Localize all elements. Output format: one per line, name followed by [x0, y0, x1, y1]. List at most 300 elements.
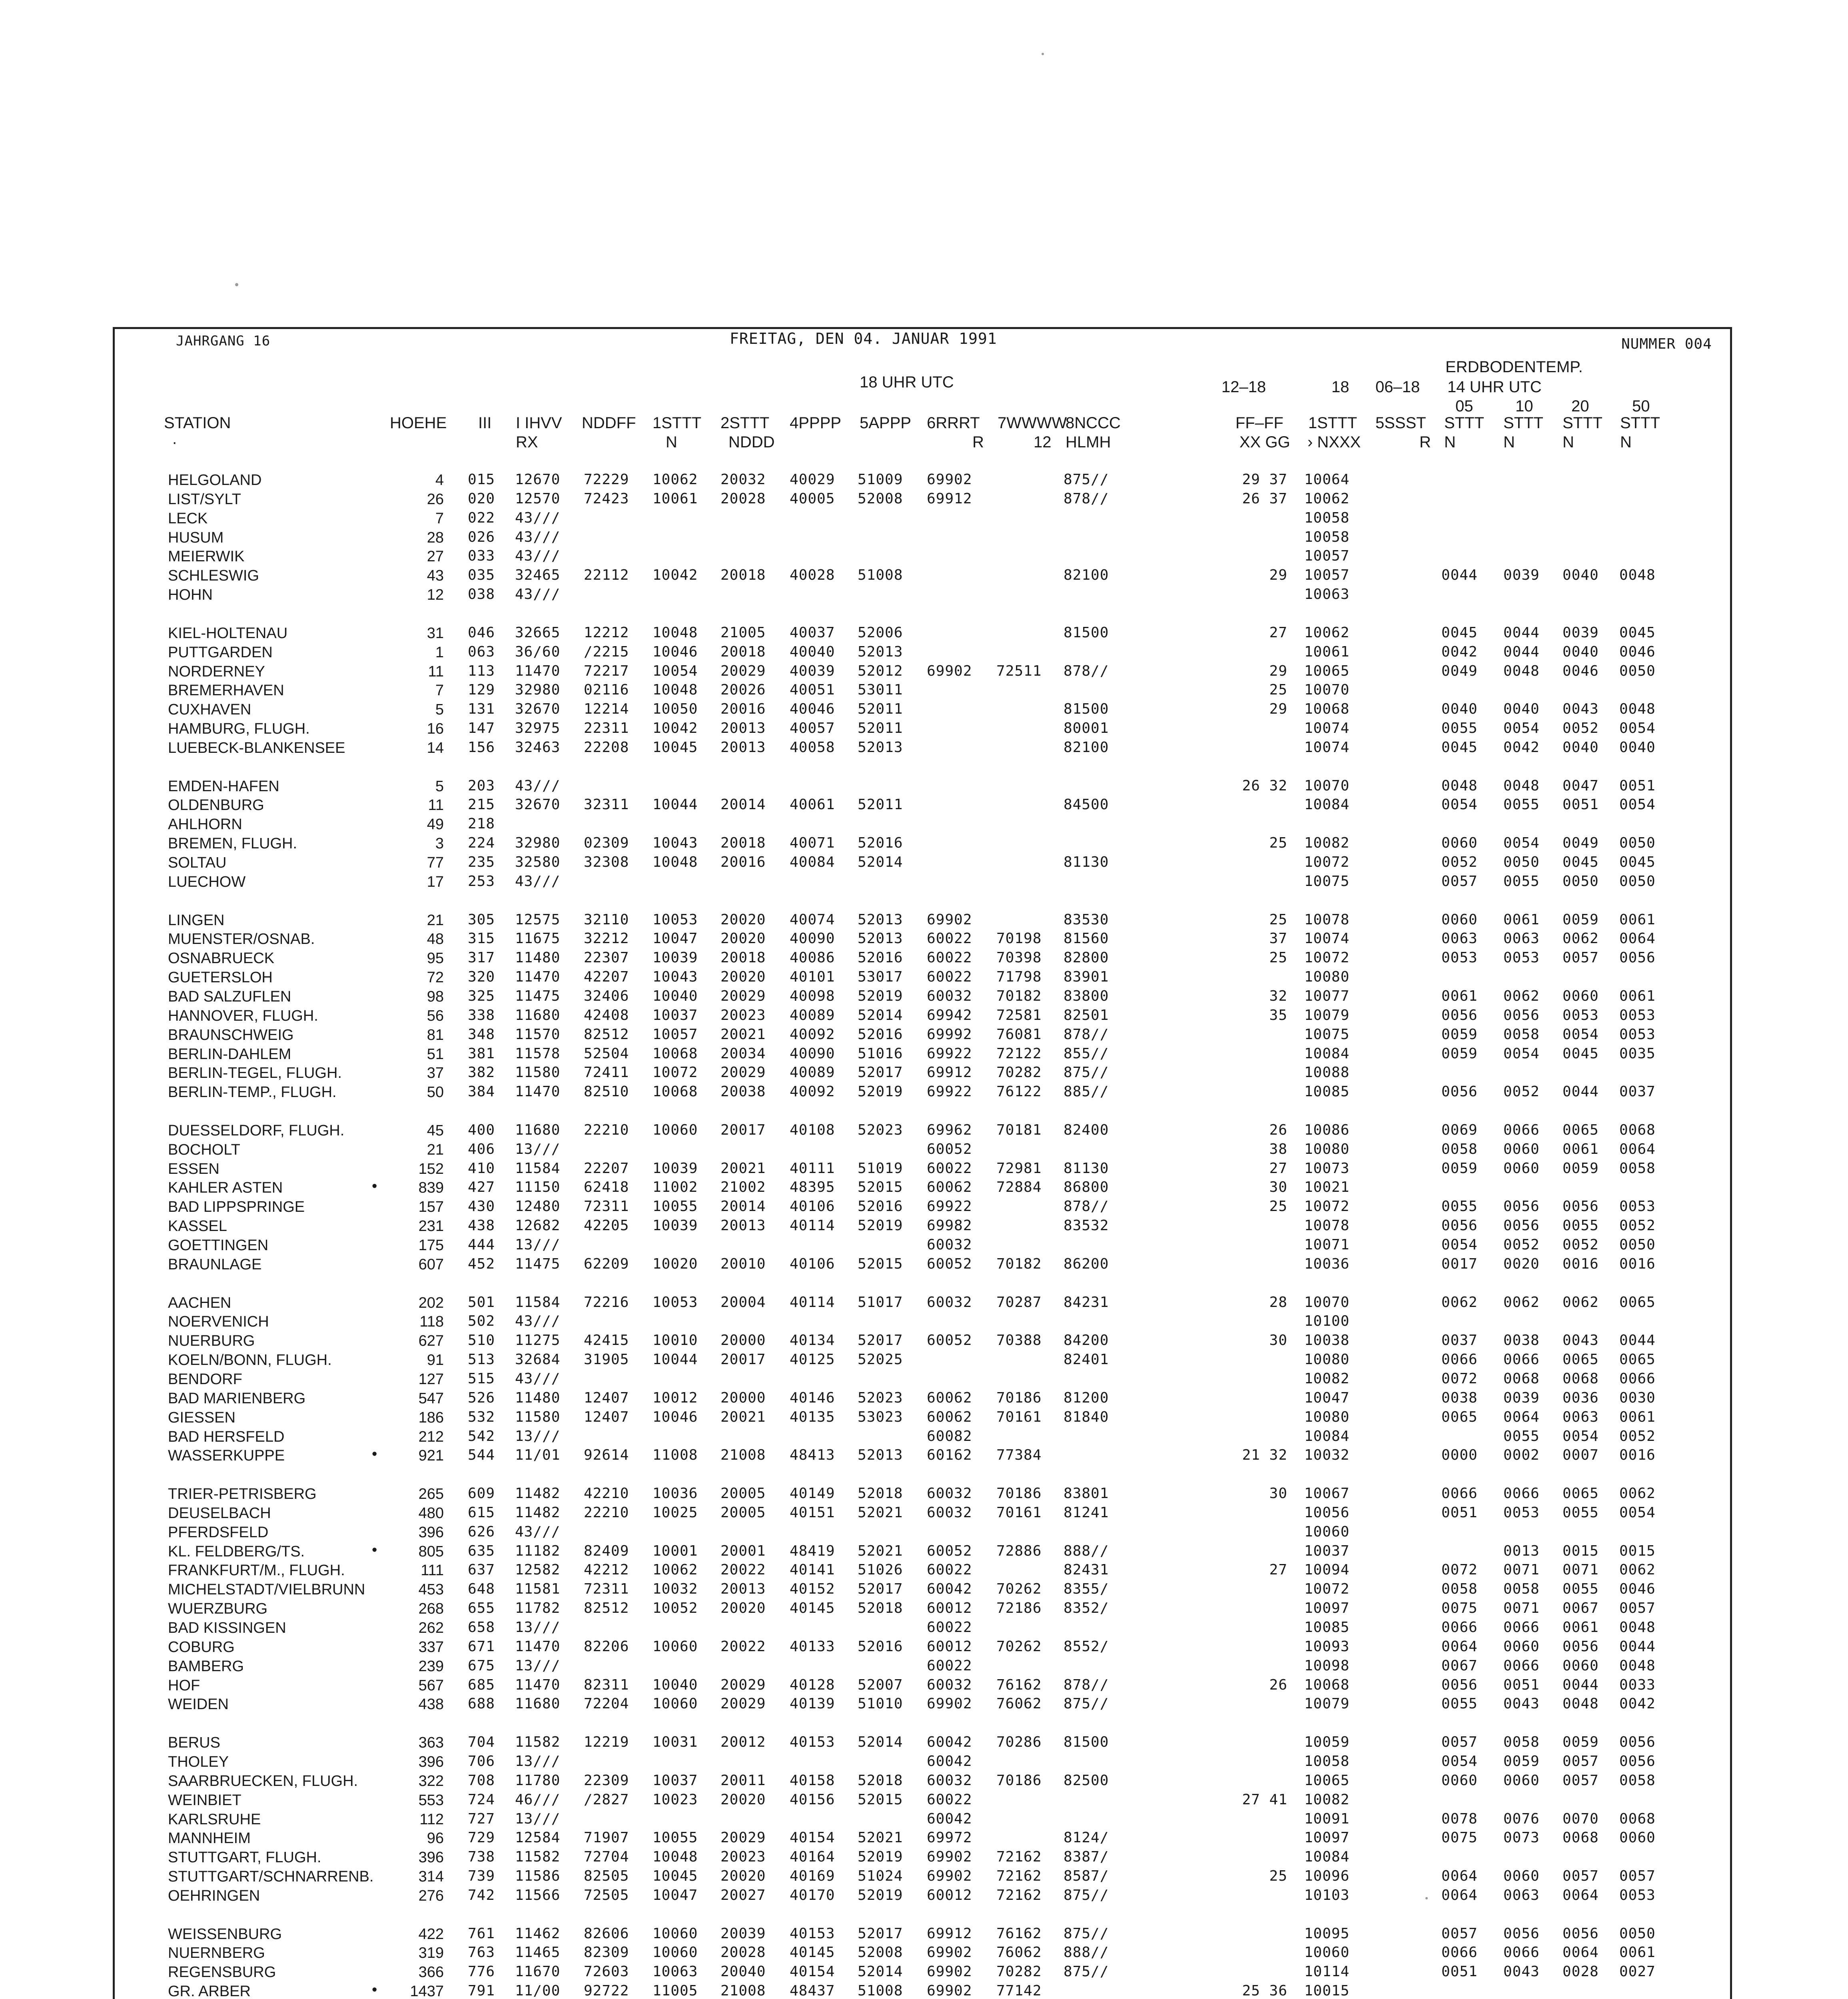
cell-c1sttt-b: 10061	[1304, 644, 1350, 660]
cell-c1sttt-b: 10085	[1304, 1083, 1350, 1100]
cell-st20: 0062	[1563, 1294, 1599, 1311]
cell-station-name: AHLHORN	[168, 816, 242, 833]
cell-iihvv: 11182	[515, 1543, 561, 1559]
cell-c1sttt: 10048	[653, 682, 698, 698]
cell-c8nccc: 81840	[1064, 1409, 1109, 1425]
cell-st05: 0060	[1441, 912, 1478, 928]
cell-hoehe: 81	[427, 1027, 444, 1043]
cell-c5appp: 52021	[858, 1829, 903, 1846]
cell-c1sttt-b: 10077	[1304, 988, 1350, 1004]
cell-c5appp: 52012	[858, 663, 903, 679]
cell-c6rrrt: 60012	[927, 1638, 972, 1655]
cell-c6rrrt: 69922	[927, 1083, 972, 1100]
cell-st50: 0048	[1619, 701, 1656, 717]
cell-c4pppp: 40145	[790, 1600, 835, 1616]
cell-c7wwww: 76062	[996, 1696, 1042, 1712]
cell-station-name: CUXHAVEN	[168, 701, 251, 718]
cell-iihvv: 36/60	[515, 644, 561, 660]
cell-c5appp: 52011	[858, 701, 903, 717]
cell-c2sttt: 20032	[720, 471, 766, 488]
cell-iii: 637	[468, 1562, 495, 1578]
cell-c2sttt: 20029	[720, 1696, 766, 1712]
cell-st05: 0057	[1441, 873, 1478, 890]
cell-c7wwww: 70181	[996, 1122, 1042, 1138]
cell-nddff: 32110	[584, 912, 629, 928]
cell-hoehe: 16	[427, 720, 444, 737]
cell-c4pppp: 40092	[790, 1083, 835, 1100]
cell-st05: 0056	[1441, 1677, 1478, 1693]
col-stt-10: STTT	[1503, 414, 1543, 432]
col-station-dot: ·	[172, 433, 178, 451]
cell-c6rrrt: 69942	[927, 1007, 972, 1023]
cell-c4pppp: 48413	[790, 1447, 835, 1463]
col-stt-20-n: N	[1563, 433, 1574, 451]
cell-ff: 27	[1269, 1562, 1287, 1578]
cell-hoehe: 547	[418, 1390, 444, 1407]
cell-hoehe: 175	[418, 1237, 444, 1254]
cell-st10: 0060	[1503, 1638, 1540, 1655]
cell-iihvv: 12682	[515, 1217, 561, 1234]
cell-c4pppp: 48419	[790, 1543, 835, 1559]
cell-st05: 0045	[1441, 739, 1478, 756]
cell-c6rrrt: 60052	[927, 1332, 972, 1349]
cell-c1sttt: 10043	[653, 835, 698, 851]
cell-c7wwww: 70398	[996, 950, 1042, 966]
cell-st05: 0059	[1441, 1026, 1478, 1043]
cell-st50: 0016	[1619, 1447, 1656, 1463]
cell-st50: 0016	[1619, 1256, 1656, 1272]
cell-st50: 0050	[1619, 1925, 1656, 1942]
cell-nddff: 31905	[584, 1351, 629, 1368]
col-stt-50-n: N	[1620, 433, 1632, 451]
cell-station-name: MEIERWIK	[168, 548, 245, 565]
cell-c2sttt: 20028	[720, 1944, 766, 1961]
soil-temp-title: ERDBODENTEMP.	[1445, 358, 1583, 376]
cell-nddff: 22208	[584, 739, 629, 756]
cell-nddff: 92614	[584, 1447, 629, 1463]
cell-iihvv: 11465	[515, 1944, 561, 1961]
cell-iihvv: 32980	[515, 835, 561, 851]
cell-nddff: 42207	[584, 969, 629, 985]
cell-hoehe: 111	[421, 1562, 444, 1579]
cell-hoehe: 27	[427, 548, 444, 565]
cell-c5appp: 51024	[858, 1868, 903, 1884]
cell-iii: 218	[468, 816, 495, 832]
cell-st10: 0060	[1503, 1160, 1540, 1177]
cell-c1sttt-b: 10084	[1304, 1849, 1350, 1865]
cell-station-name: ESSEN	[168, 1161, 220, 1177]
cell-c4pppp: 40139	[790, 1696, 835, 1712]
cell-iihvv: 32975	[515, 720, 561, 736]
cell-c6rrrt: 60062	[927, 1409, 972, 1425]
cell-st20: 0054	[1563, 1026, 1599, 1043]
cell-st20: 0067	[1563, 1600, 1599, 1616]
cell-st20: 0050	[1563, 873, 1599, 890]
cell-c4pppp: 40114	[790, 1217, 835, 1234]
cell-hoehe: 3	[435, 835, 444, 852]
cell-hoehe: 396	[418, 1849, 444, 1866]
cell-iii: 761	[468, 1925, 495, 1942]
cell-c2sttt: 20022	[720, 1638, 766, 1655]
cell-hoehe: 50	[427, 1084, 444, 1101]
col-5appp: 5APPP	[860, 414, 911, 432]
cell-hoehe: 127	[418, 1371, 444, 1388]
cell-nddff: 72229	[584, 471, 629, 488]
cell-nddff: 32311	[584, 796, 629, 813]
cell-st50: 0030	[1619, 1390, 1656, 1406]
cell-station-name: WEINBIET	[168, 1792, 241, 1809]
cell-c1sttt-b: 10070	[1304, 1294, 1350, 1311]
cell-c2sttt: 20000	[720, 1390, 766, 1406]
cell-c5appp: 52017	[858, 1581, 903, 1597]
cell-c1sttt-b: 10036	[1304, 1256, 1350, 1272]
cell-c4pppp: 40092	[790, 1026, 835, 1043]
mountain-station-marker: •	[372, 1178, 377, 1195]
cell-c7wwww: 72981	[996, 1160, 1042, 1177]
cell-c5appp: 52019	[858, 1217, 903, 1234]
cell-st20: 0059	[1563, 912, 1599, 928]
col-nddff: NDDFF	[582, 414, 636, 432]
cell-st50: 0052	[1619, 1428, 1656, 1444]
cell-c1sttt-b: 10059	[1304, 1734, 1350, 1750]
cell-c6rrrt: 69982	[927, 1217, 972, 1234]
cell-c1sttt: 11002	[653, 1179, 698, 1195]
cell-st05: 0054	[1441, 1237, 1478, 1253]
cell-c6rrrt: 69902	[927, 663, 972, 679]
cell-st10: 0066	[1503, 1485, 1540, 1502]
cell-c6rrrt: 60032	[927, 988, 972, 1004]
cell-iii: 658	[468, 1619, 495, 1636]
cell-hoehe: 805	[418, 1543, 444, 1560]
cell-st05: 0056	[1441, 1217, 1478, 1234]
cell-iihvv: 11680	[515, 1696, 561, 1712]
cell-ff: 21 32	[1242, 1447, 1287, 1463]
cell-c8nccc: 875//	[1064, 1887, 1109, 1903]
cell-ff: 26 37	[1242, 491, 1287, 507]
cell-iihvv: 13///	[515, 1753, 561, 1770]
cell-st50: 0042	[1619, 1696, 1656, 1712]
cell-st20: 0036	[1563, 1390, 1599, 1406]
cell-st10: 0064	[1503, 1409, 1540, 1425]
cell-st10: 0066	[1503, 1658, 1540, 1674]
cell-c8nccc: 8587/	[1064, 1868, 1109, 1884]
cell-c2sttt: 20028	[720, 491, 766, 507]
cell-iihvv: 32670	[515, 701, 561, 717]
cell-iihvv: 46///	[515, 1792, 561, 1808]
col-8nccc-hlmh: HLMH	[1066, 433, 1111, 451]
cell-nddff: 62418	[584, 1179, 629, 1195]
cell-nddff: 22311	[584, 720, 629, 736]
cell-c6rrrt: 69902	[927, 1963, 972, 1980]
cell-iihvv: 43///	[515, 1371, 561, 1387]
cell-station-name: HOF	[168, 1677, 200, 1694]
cell-c6rrrt: 60162	[927, 1447, 972, 1463]
cell-c5appp: 52017	[858, 1064, 903, 1081]
cell-c7wwww: 70161	[996, 1504, 1042, 1521]
cell-c1sttt: 10044	[653, 796, 698, 813]
cell-c2sttt: 20012	[720, 1734, 766, 1750]
date-title: FREITAG, DEN 04. JANUAR 1991	[730, 330, 997, 347]
cell-iihvv: 11470	[515, 663, 561, 679]
cell-c4pppp: 40141	[790, 1562, 835, 1578]
cell-c1sttt-b: 10074	[1304, 739, 1350, 756]
cell-c4pppp: 48395	[790, 1179, 835, 1195]
cell-nddff: 22307	[584, 950, 629, 966]
cell-station-name: HANNOVER, FLUGH.	[168, 1007, 318, 1024]
cell-hoehe: 396	[418, 1754, 444, 1770]
cell-c6rrrt: 60042	[927, 1581, 972, 1597]
cell-c1sttt: 10053	[653, 912, 698, 928]
cell-c4pppp: 40090	[790, 930, 835, 947]
cell-c1sttt: 10062	[653, 1562, 698, 1578]
cell-station-name: STUTTGART, FLUGH.	[168, 1849, 321, 1866]
cell-ff: 38	[1269, 1141, 1287, 1157]
cell-c1sttt-b: 10080	[1304, 1141, 1350, 1157]
cell-c1sttt: 10010	[653, 1332, 698, 1349]
cell-c4pppp: 40005	[790, 491, 835, 507]
cell-station-name: BAMBERG	[168, 1658, 244, 1675]
cell-c7wwww: 77384	[996, 1447, 1042, 1463]
cell-c5appp: 53011	[858, 682, 903, 698]
cell-c2sttt: 20011	[720, 1772, 766, 1789]
cell-c5appp: 52017	[858, 1332, 903, 1349]
cell-c4pppp: 40170	[790, 1887, 835, 1903]
cell-hoehe: 422	[418, 1926, 444, 1943]
cell-c8nccc: 8387/	[1064, 1849, 1109, 1865]
cell-iii: 513	[468, 1351, 495, 1368]
cell-station-name: GUETERSLOH	[168, 969, 273, 986]
cell-c1sttt-b: 10047	[1304, 1390, 1350, 1406]
cell-st20: 0047	[1563, 778, 1599, 794]
cell-st05: 0060	[1441, 835, 1478, 851]
cell-iihvv: 11480	[515, 950, 561, 966]
cell-st05: 0052	[1441, 854, 1478, 870]
cell-c4pppp: 40145	[790, 1944, 835, 1961]
cell-station-name: BREMERHAVEN	[168, 682, 284, 699]
cell-c6rrrt: 69902	[927, 912, 972, 928]
cell-c5appp: 52023	[858, 1122, 903, 1138]
cell-nddff: 32406	[584, 988, 629, 1004]
cell-nddff: 22112	[584, 567, 629, 583]
cell-station-name: WEIDEN	[168, 1696, 229, 1713]
cell-c1sttt-b: 10015	[1304, 1983, 1350, 1999]
cell-c7wwww: 70262	[996, 1638, 1042, 1655]
cell-st05: 0040	[1441, 701, 1478, 717]
cell-st50: 0048	[1619, 1619, 1656, 1636]
cell-st05: 0038	[1441, 1390, 1478, 1406]
cell-iii: 235	[468, 854, 495, 870]
cell-st05: 0066	[1441, 1485, 1478, 1502]
cell-c2sttt: 20001	[720, 1543, 766, 1559]
cell-c1sttt: 10043	[653, 969, 698, 985]
cell-c8nccc: 81500	[1064, 701, 1109, 717]
cell-c5appp: 51017	[858, 1294, 903, 1311]
cell-iii: 452	[468, 1256, 495, 1272]
cell-station-name: WEISSENBURG	[168, 1926, 282, 1943]
cell-c1sttt: 10048	[653, 854, 698, 870]
cell-station-name: LINGEN	[168, 912, 225, 929]
cell-c2sttt: 20020	[720, 1600, 766, 1616]
cell-hoehe: 366	[418, 1964, 444, 1981]
cell-c5appp: 52008	[858, 491, 903, 507]
cell-c1sttt: 10072	[653, 1064, 698, 1081]
cell-c1sttt: 10045	[653, 1868, 698, 1884]
cell-st10: 0056	[1503, 1007, 1540, 1023]
cell-c2sttt: 20020	[720, 930, 766, 947]
cell-hoehe: 265	[418, 1486, 444, 1502]
cell-hoehe: 45	[427, 1122, 444, 1139]
cell-st20: 0056	[1563, 1198, 1599, 1215]
cell-c4pppp: 40154	[790, 1963, 835, 1980]
cell-station-name: LUEBECK-BLANKENSEE	[168, 740, 345, 756]
cell-st10: 0066	[1503, 1944, 1540, 1961]
cell-st50: 0068	[1619, 1811, 1656, 1827]
cell-iii: 400	[468, 1122, 495, 1138]
cell-st50: 0027	[1619, 1963, 1656, 1980]
cell-st05: 0075	[1441, 1829, 1478, 1846]
cell-c1sttt: 10037	[653, 1772, 698, 1789]
cell-c8nccc: 83800	[1064, 988, 1109, 1004]
cell-iihvv: 11275	[515, 1332, 561, 1349]
cell-ff: 26	[1269, 1122, 1287, 1138]
cell-station-name: GIESSEN	[168, 1409, 235, 1426]
cell-st10: 0068	[1503, 1371, 1540, 1387]
cell-nddff: 62209	[584, 1256, 629, 1272]
cell-c7wwww: 70388	[996, 1332, 1042, 1349]
cell-c1sttt-b: 10072	[1304, 1198, 1350, 1215]
cell-st50: 0015	[1619, 1543, 1656, 1559]
cell-nddff: 42205	[584, 1217, 629, 1234]
cell-iihvv: 11480	[515, 1390, 561, 1406]
cell-station-name: NUERBURG	[168, 1333, 255, 1349]
cell-c6rrrt: 60052	[927, 1141, 972, 1157]
cell-iihvv: 43///	[515, 873, 561, 890]
cell-c8nccc: 83801	[1064, 1485, 1109, 1502]
cell-st10: 0039	[1503, 567, 1540, 583]
cell-c7wwww: 76081	[996, 1026, 1042, 1043]
cell-station-name: BOCHOLT	[168, 1141, 240, 1158]
cell-st50: 0061	[1619, 1409, 1656, 1425]
cell-c4pppp: 40040	[790, 644, 835, 660]
depth-50: 50	[1632, 397, 1650, 415]
cell-st05: 0059	[1441, 1045, 1478, 1062]
cell-iii: 502	[468, 1313, 495, 1329]
col-iihvv: I IHVV	[516, 414, 562, 432]
cell-nddff: 92722	[584, 1983, 629, 1999]
cell-st05: 0078	[1441, 1811, 1478, 1827]
cell-ff: 25	[1269, 1868, 1287, 1884]
cell-iii: 046	[468, 624, 495, 641]
cell-c2sttt: 20020	[720, 1868, 766, 1884]
cell-st05: 0056	[1441, 1007, 1478, 1023]
cell-ff: 30	[1269, 1179, 1287, 1195]
cell-c8nccc: 86800	[1064, 1179, 1109, 1195]
cell-station-name: HAMBURG, FLUGH.	[168, 720, 310, 737]
cell-iii: 738	[468, 1849, 495, 1865]
cell-st20: 0043	[1563, 701, 1599, 717]
cell-station-name: LIST/SYLT	[168, 491, 241, 508]
cell-st20: 0044	[1563, 1677, 1599, 1693]
cell-station-name: BERLIN-TEMP., FLUGH.	[168, 1084, 337, 1101]
cell-nddff: 72603	[584, 1963, 629, 1980]
mountain-station-marker: •	[372, 1542, 377, 1558]
cell-iihvv: 11475	[515, 1256, 561, 1272]
cell-hoehe: 43	[427, 567, 444, 584]
cell-nddff: 82510	[584, 1083, 629, 1100]
cell-c7wwww: 70262	[996, 1581, 1042, 1597]
cell-c5appp: 52013	[858, 739, 903, 756]
cell-st10: 0043	[1503, 1963, 1540, 1980]
cell-c1sttt: 10046	[653, 644, 698, 660]
cell-c8nccc: 82401	[1064, 1351, 1109, 1368]
cell-iihvv: 12582	[515, 1562, 561, 1578]
cell-ff: 25	[1269, 682, 1287, 698]
cell-c1sttt: 10025	[653, 1504, 698, 1521]
cell-c5appp: 51019	[858, 1160, 903, 1177]
cell-c8nccc: 878//	[1064, 1677, 1109, 1693]
cell-c2sttt: 20029	[720, 988, 766, 1004]
cell-c4pppp: 40098	[790, 988, 835, 1004]
cell-st10: 0051	[1503, 1677, 1540, 1693]
cell-station-name: HUSUM	[168, 529, 224, 546]
cell-c1sttt-b: 10075	[1304, 873, 1350, 890]
cell-hoehe: 21	[427, 912, 444, 929]
col-stt-10-n: N	[1503, 433, 1515, 451]
cell-st05: 0059	[1441, 1160, 1478, 1177]
cell-c6rrrt: 69922	[927, 1045, 972, 1062]
cell-c5appp: 52019	[858, 988, 903, 1004]
cell-c4pppp: 40029	[790, 471, 835, 488]
cell-st05: 0055	[1441, 1198, 1478, 1215]
cell-st20: 0040	[1563, 739, 1599, 756]
cell-iihvv: 11470	[515, 969, 561, 985]
cell-c8nccc: 83901	[1064, 969, 1109, 985]
cell-st20: 0045	[1563, 1045, 1599, 1062]
cell-c7wwww: 72162	[996, 1849, 1042, 1865]
cell-st10: 0071	[1503, 1600, 1540, 1616]
cell-c2sttt: 20014	[720, 1198, 766, 1215]
cell-st50: 0053	[1619, 1887, 1656, 1903]
cell-st10: 0039	[1503, 1390, 1540, 1406]
cell-c1sttt-b: 10096	[1304, 1868, 1350, 1884]
cell-iihvv: 11582	[515, 1734, 561, 1750]
cell-st50: 0053	[1619, 1198, 1656, 1215]
cell-c1sttt: 10032	[653, 1581, 698, 1597]
cell-c1sttt-b: 10082	[1304, 835, 1350, 851]
cell-c5appp: 52018	[858, 1772, 903, 1789]
cell-c6rrrt: 60082	[927, 1428, 972, 1444]
range-12-18: 12–18	[1221, 378, 1266, 396]
cell-iii: 763	[468, 1944, 495, 1961]
cell-c5appp: 51016	[858, 1045, 903, 1062]
cell-hoehe: 186	[418, 1409, 444, 1426]
cell-st10: 0048	[1503, 663, 1540, 679]
cell-iihvv: 11/01	[515, 1447, 561, 1463]
cell-c1sttt: 10046	[653, 1409, 698, 1425]
cell-c8nccc: 81130	[1064, 1160, 1109, 1177]
cell-c6rrrt: 69902	[927, 471, 972, 488]
cell-c2sttt: 20010	[720, 1256, 766, 1272]
cell-c2sttt: 20018	[720, 567, 766, 583]
cell-st05: 0067	[1441, 1658, 1478, 1674]
cell-c5appp: 52018	[858, 1600, 903, 1616]
cell-hoehe: 11	[428, 663, 444, 680]
cell-st10: 0040	[1503, 701, 1540, 717]
cell-station-name: REGENSBURG	[168, 1964, 276, 1981]
cell-st20: 0053	[1563, 1007, 1599, 1023]
cell-c8nccc: 83530	[1064, 912, 1109, 928]
cell-iii: 384	[468, 1083, 495, 1100]
